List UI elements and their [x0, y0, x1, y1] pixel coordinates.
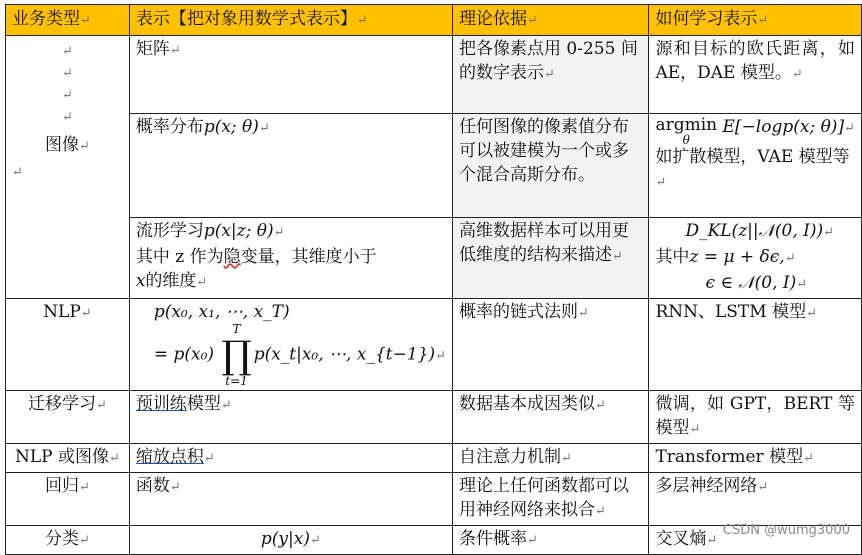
- basis-cell: [453, 36, 649, 114]
- table-row: [6, 114, 862, 218]
- type-cell-image: [6, 36, 130, 299]
- return-mark: ↵: [561, 451, 572, 466]
- formula: p(x|z; θ): [203, 221, 274, 241]
- argmin-subscript: θ: [682, 133, 690, 147]
- return-mark: ↵: [757, 13, 769, 28]
- table-row: [6, 391, 862, 444]
- basis-cell: [453, 391, 649, 444]
- return-mark: ↵: [803, 451, 814, 466]
- return-mark: ↵: [757, 480, 769, 495]
- formula: E[−logp(x; θ)]: [722, 117, 845, 137]
- formula: x: [135, 271, 146, 291]
- return-mark: ↵: [61, 66, 73, 81]
- return-mark: ↵: [655, 175, 667, 190]
- return-mark: ↵: [169, 43, 181, 58]
- return-mark: ↵: [169, 480, 181, 495]
- return-mark: ↵: [78, 480, 90, 495]
- concept-table: [5, 4, 862, 555]
- formula: p(y|x): [260, 529, 310, 549]
- return-mark: ↵: [689, 422, 701, 437]
- formula: z = μ + δϵ,: [689, 247, 785, 267]
- header-type-label: 业务类型: [12, 9, 80, 29]
- learning-text: RNN、LSTM 模型: [655, 302, 807, 322]
- learning-text: 微调，如 GPT，BERT 等模型: [655, 394, 855, 438]
- return-mark: ↵: [356, 13, 368, 28]
- type-label: 迁移学习: [27, 394, 96, 414]
- return-mark: ↵: [273, 225, 285, 240]
- basis-text: 任何图像的像素值分布可以被建模为一个或多个混合高斯分布。: [459, 117, 630, 185]
- type-label: NLP: [43, 302, 81, 322]
- basis-text: 高维数据样本可以用更低维度的结构来描述: [459, 221, 630, 265]
- return-mark: ↵: [12, 165, 23, 180]
- basis-cell: [453, 526, 649, 555]
- header-type: [6, 5, 130, 36]
- formula: p(x_t|x₀, ⋯, x_{t−1}): [253, 344, 436, 365]
- type-cell-transfer: [6, 391, 130, 444]
- representation-cell: [129, 444, 452, 473]
- basis-text: 理论上任何函数都可以用神经网络来拟合: [459, 476, 630, 520]
- representation-cell: [129, 299, 452, 391]
- return-mark: ↵: [527, 533, 538, 548]
- type-label: NLP 或图像: [14, 447, 109, 467]
- header-basis: [453, 5, 649, 36]
- representation-cell: [129, 114, 452, 218]
- formula: = p(x₀): [153, 344, 215, 365]
- representation-cell: [129, 391, 452, 444]
- learning-text: Transformer 模型: [655, 447, 804, 467]
- representation-cell: [129, 473, 452, 526]
- representation-text: 函数: [135, 476, 170, 496]
- basis-text: 条件概率: [459, 529, 528, 549]
- representation-text: 流形学习: [135, 221, 204, 241]
- basis-text: 把各像素点用 0-255 间的数字表示: [459, 39, 638, 83]
- return-mark: ↵: [791, 67, 803, 82]
- basis-text: 数据基本成因类似: [459, 394, 596, 414]
- basis-text: 自注意力机制: [459, 447, 562, 467]
- product-upper-limit: T: [232, 322, 241, 336]
- representation-cell: [129, 218, 452, 299]
- representation-text: 矩阵: [135, 39, 170, 59]
- note-text: 变量，其维度小于: [240, 247, 377, 267]
- learning-text: 其中: [655, 247, 690, 267]
- return-mark: ↵: [80, 13, 91, 28]
- product-operator: [221, 322, 251, 388]
- basis-cell: [453, 218, 649, 299]
- header-learning: [649, 5, 862, 36]
- return-mark: ↵: [578, 306, 589, 321]
- header-learning-label: 如何学习表示: [655, 9, 758, 29]
- learning-text: 如扩散模型，VAE 模型等: [655, 147, 850, 167]
- argmin-text: argmin: [655, 115, 718, 135]
- learning-cell: [649, 36, 862, 114]
- return-mark: ↵: [220, 398, 232, 413]
- header-row: [6, 5, 862, 36]
- header-basis-label: 理论依据: [459, 9, 528, 29]
- basis-cell: [453, 473, 649, 526]
- note-text: 其中 z 作为: [135, 247, 224, 267]
- return-mark: ↵: [61, 88, 73, 103]
- representation-cell: [129, 526, 452, 555]
- return-mark: ↵: [435, 348, 447, 364]
- return-mark: ↵: [61, 44, 73, 59]
- representation-text: 模型: [186, 394, 221, 414]
- table-row: [6, 444, 862, 473]
- return-mark: ↵: [80, 306, 92, 321]
- product-lower-limit: t=1: [225, 374, 248, 388]
- type-label: 回归: [44, 476, 79, 496]
- type-label: 分类: [44, 529, 79, 549]
- basis-text: 概率的链式法则: [459, 302, 579, 322]
- table-row: [6, 36, 862, 114]
- underlined-term: 缩放点积: [135, 447, 204, 467]
- learning-cell: [649, 218, 862, 299]
- argmin-operator: [655, 115, 717, 145]
- table-row: [6, 299, 862, 391]
- product-symbol: ∏: [221, 333, 252, 377]
- note-text: 的维度: [145, 271, 197, 291]
- return-mark: ↵: [95, 398, 107, 413]
- representation-text: 概率分布: [135, 117, 204, 137]
- return-mark: ↵: [196, 275, 208, 290]
- return-mark: ↵: [806, 306, 817, 321]
- learning-cell: [649, 473, 862, 526]
- header-representation: [129, 5, 452, 36]
- return-mark: ↵: [310, 533, 321, 548]
- underlined-term: 预训练: [135, 394, 187, 414]
- type-cell-nlp: [6, 299, 130, 391]
- type-cell-nlp-image: [6, 444, 130, 473]
- return-mark: ↵: [823, 225, 835, 240]
- type-label: 图像: [44, 135, 79, 155]
- return-mark: ↵: [796, 277, 808, 292]
- return-mark: ↵: [595, 504, 606, 519]
- basis-cell: [453, 114, 649, 218]
- type-cell-classification: [6, 526, 130, 555]
- representation-cell: [129, 36, 452, 114]
- return-mark: ↵: [612, 249, 623, 264]
- return-mark: ↵: [706, 533, 718, 548]
- table-row: [6, 218, 862, 299]
- formula: p(x; θ): [203, 117, 259, 137]
- table-row: [6, 473, 862, 526]
- return-mark: ↵: [61, 110, 73, 125]
- learning-text: 交叉熵: [655, 529, 707, 549]
- formula: D_KL(z||𝒩(0, I)): [685, 221, 824, 241]
- return-mark: ↵: [108, 451, 120, 466]
- learning-cell: [649, 299, 862, 391]
- learning-cell: [649, 114, 862, 218]
- return-mark: ↵: [784, 251, 796, 266]
- learning-cell: [649, 391, 862, 444]
- return-mark: ↵: [595, 398, 606, 413]
- return-mark: ↵: [258, 121, 270, 136]
- basis-cell: [453, 444, 649, 473]
- spellcheck-word: 隐: [223, 247, 241, 267]
- type-cell-regression: [6, 473, 130, 526]
- learning-cell: [649, 444, 862, 473]
- return-mark: ↵: [78, 139, 90, 154]
- watermark: CSDN @wumg3000: [722, 523, 850, 538]
- return-mark: ↵: [527, 13, 538, 28]
- return-mark: ↵: [203, 451, 215, 466]
- return-mark: ↵: [78, 533, 90, 548]
- learning-text: 源和目标的欧氏距离，如 AE，DAE 模型。: [655, 39, 855, 83]
- return-mark: ↵: [844, 121, 855, 136]
- learning-text: 多层神经网络: [655, 476, 758, 496]
- formula: p(x₀, x₁, ⋯, x_T): [153, 302, 290, 322]
- basis-cell: [453, 299, 649, 391]
- header-representation-label: 表示【把对象用数学式表示】: [135, 9, 357, 29]
- formula: ϵ ∈ 𝒩(0, I): [705, 273, 797, 293]
- return-mark: ↵: [544, 67, 555, 82]
